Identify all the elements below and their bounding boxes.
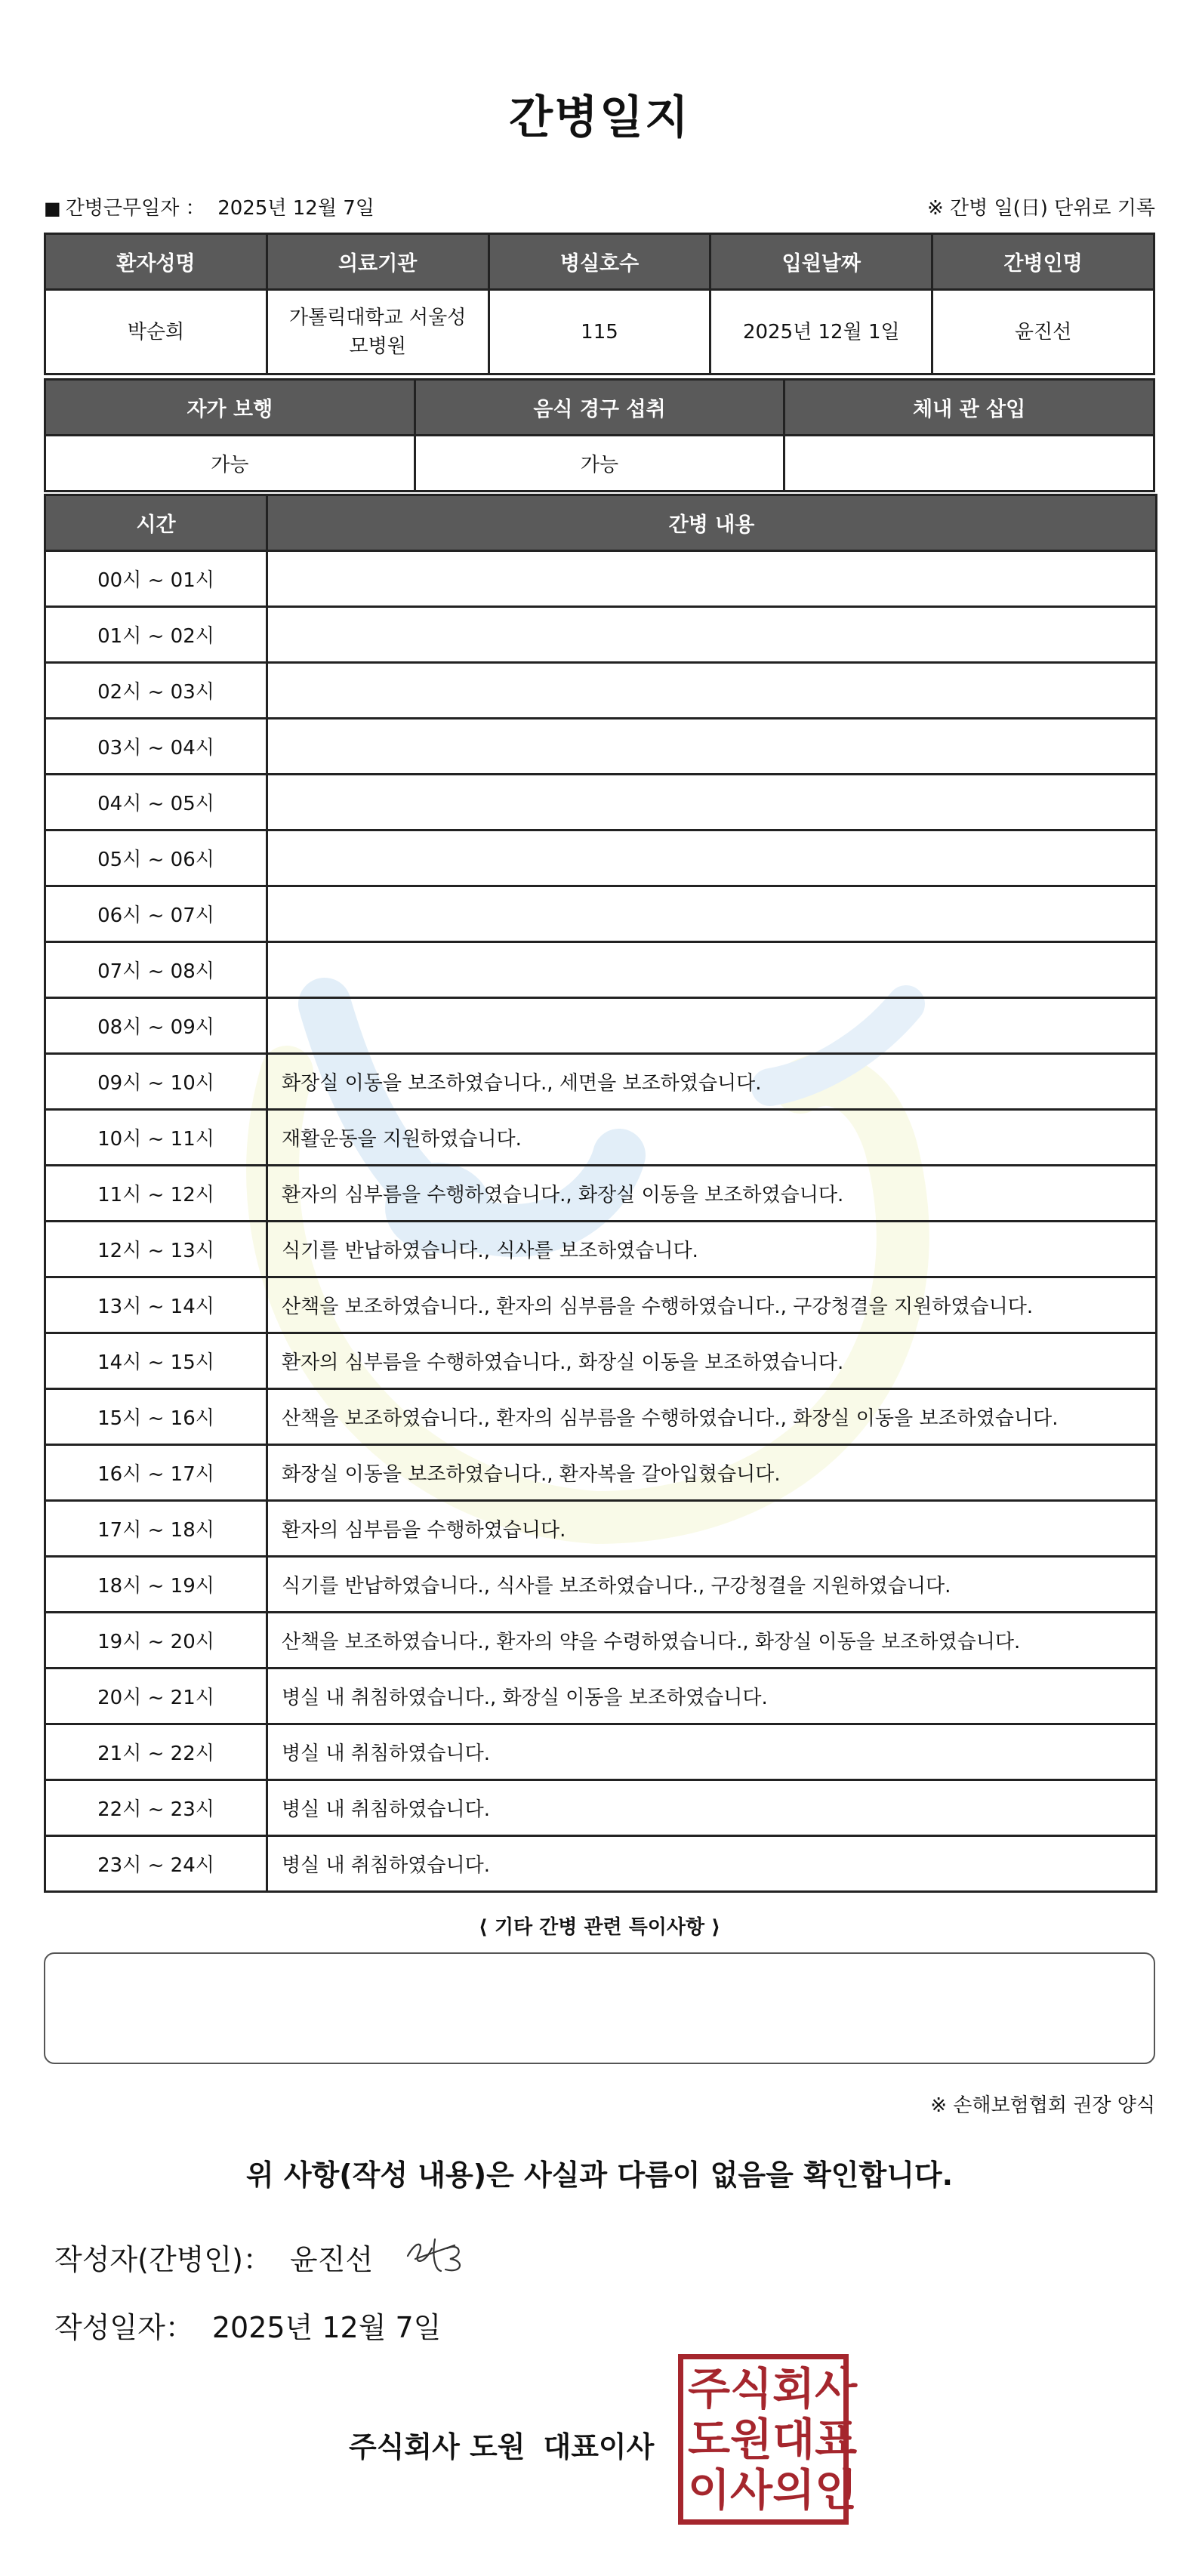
care-content: 화장실 이동을 보조하였습니다., 환자복을 갈아입혔습니다. [267,1445,1157,1501]
work-date-line [44,193,374,220]
header-care-content: 간병 내용 [267,495,1157,551]
company-role: 대표이사 [543,2430,655,2464]
care-time: 12시 ~ 13시 [45,1222,267,1277]
care-row [45,998,1157,1054]
care-content: 산책을 보조하였습니다., 환자의 약을 수령하였습니다., 화장실 이동을 보조하였습니다. [267,1613,1157,1669]
oral-intake-value: 가능 [415,436,784,491]
hourly-care-table [44,494,1157,1893]
care-time: 20시 ~ 21시 [45,1669,267,1724]
care-time: 19시 ~ 20시 [45,1613,267,1669]
care-content [267,607,1157,663]
header-self-walking: 자가 보행 [45,380,415,436]
header-time: 시간 [45,495,267,551]
writer-label: 작성자(간병인)： [54,2243,272,2276]
seal-character: 대 [772,2414,815,2465]
header-tube-insertion: 체내 관 삽입 [784,380,1154,436]
seal-character: 인 [815,2464,858,2516]
care-time: 09시 ~ 10시 [45,1054,267,1110]
care-content [267,663,1157,719]
care-time: 14시 ~ 15시 [45,1333,267,1389]
header-admission-date: 입원날짜 [710,234,932,290]
care-content: 재활운동을 지원하였습니다. [267,1110,1157,1166]
care-row [45,1780,1157,1836]
admission-date: 2025년 12월 1일 [710,290,932,374]
care-time: 23시 ~ 24시 [45,1836,267,1892]
care-table-body [45,551,1157,1892]
seal-character: 표 [815,2414,858,2465]
seal-character: 주 [688,2363,731,2414]
notes-label: ⟨ 기타 간병 관련 특이사항 ⟩ [478,1916,721,1939]
care-row [45,719,1157,775]
care-content: 병실 내 취침하였습니다. [267,1724,1157,1780]
care-row [45,1501,1157,1557]
care-row [45,775,1157,830]
institution-value: 가톨릭대학교 서울성모병원 [289,306,467,358]
care-content: 식기를 반납하였습니다., 식사를 보조하였습니다., 구강청결을 지원하였습니다. [267,1557,1157,1613]
care-row [45,1389,1157,1445]
seal-character: 의 [772,2464,815,2516]
care-row [45,1724,1157,1780]
care-time: 22시 ~ 23시 [45,1780,267,1836]
seal-character: 이 [688,2464,731,2516]
seal-row [688,2363,858,2414]
care-time: 16시 ~ 17시 [45,1445,267,1501]
seal-row [688,2414,858,2465]
header-caregiver-name: 간병인명 [932,234,1154,290]
care-time: 01시 ~ 02시 [45,607,267,663]
care-time: 21시 ~ 22시 [45,1724,267,1780]
care-content [267,886,1157,942]
care-time: 11시 ~ 12시 [45,1166,267,1222]
care-time: 04시 ~ 05시 [45,775,267,830]
writer-name: 윤진선 [289,2243,374,2276]
care-row [45,1613,1157,1669]
daily-record-note: ※ 간병 일(日) 단위로 기록 [926,197,1155,220]
self-walking-value: 가능 [45,436,415,491]
care-row [45,1836,1157,1892]
care-content: 환자의 심부름을 수행하였습니다., 화장실 이동을 보조하였습니다. [267,1166,1157,1222]
care-row [45,1333,1157,1389]
care-content [267,775,1157,830]
care-row [45,1669,1157,1724]
care-content: 산책을 보조하였습니다., 환자의 심부름을 수행하였습니다., 구강청결을 지원하였습니다. [267,1277,1157,1333]
care-row [45,1277,1157,1333]
square-bullet-icon: ■ [44,198,61,219]
written-date-value: 2025년 12월 7일 [211,2311,442,2344]
care-content [267,551,1157,607]
tube-insertion-value [784,436,1154,491]
care-time: 05시 ~ 06시 [45,830,267,886]
patient-info-table [44,233,1155,375]
care-content: 식기를 반납하였습니다., 식사를 보조하였습니다. [267,1222,1157,1277]
writer-line [54,2236,373,2278]
institution [267,290,489,374]
care-row [45,1054,1157,1110]
work-date-value: 2025년 12월 7일 [217,197,374,220]
care-row [45,1222,1157,1277]
seal-character: 사 [730,2464,773,2516]
care-content: 병실 내 취침하였습니다. [267,1780,1157,1836]
care-time: 10시 ~ 11시 [45,1110,267,1166]
care-time: 18시 ~ 19시 [45,1557,267,1613]
work-date-label: 간병근무일자 ： [65,197,205,220]
care-row [45,942,1157,998]
company-seal-stamp [678,2354,858,2525]
seal-character: 사 [815,2363,858,2414]
care-row [45,1445,1157,1501]
care-time: 17시 ~ 18시 [45,1501,267,1557]
care-time: 00시 ~ 01시 [45,551,267,607]
room-number: 115 [489,290,710,374]
written-date-label: 작성일자： [54,2311,194,2344]
header-institution: 의료기관 [267,234,489,290]
seal-character: 원 [730,2414,773,2465]
patient-name: 박순희 [45,290,267,374]
care-row [45,886,1157,942]
care-content: 산책을 보조하였습니다., 환자의 심부름을 수행하였습니다., 화장실 이동을 보조하였습니다. [267,1389,1157,1445]
company-name: 주식회사 도원 [349,2430,526,2464]
care-content: 환자의 심부름을 수행하였습니다., 화장실 이동을 보조하였습니다. [267,1333,1157,1389]
care-time: 03시 ~ 04시 [45,719,267,775]
caregiver-name: 윤진선 [932,290,1154,374]
handwritten-signature [402,2226,470,2279]
care-row [45,663,1157,719]
care-time: 02시 ~ 03시 [45,663,267,719]
document-title: 간병일지 [509,91,690,144]
header-patient-name: 환자성명 [45,234,267,290]
confirmation-statement: 위 사항(작성 내용)은 사실과 다름이 없음을 확인합니다. [245,2158,954,2192]
care-row [45,607,1157,663]
care-row [45,1557,1157,1613]
care-content [267,998,1157,1054]
care-content [267,719,1157,775]
care-content: 병실 내 취침하였습니다. [267,1836,1157,1892]
care-content: 화장실 이동을 보조하였습니다., 세면을 보조하였습니다. [267,1054,1157,1110]
seal-character: 식 [730,2363,773,2414]
written-date-line [54,2304,441,2346]
company-signature-line [349,2423,654,2465]
care-content: 환자의 심부름을 수행하였습니다. [267,1501,1157,1557]
form-source-note: ※ 손해보험협회 권장 양식 [930,2094,1155,2117]
header-room-number: 병실호수 [489,234,710,290]
patient-status-table [44,378,1155,492]
care-content [267,830,1157,886]
care-time: 06시 ~ 07시 [45,886,267,942]
notes-box [44,1952,1155,2064]
care-time: 07시 ~ 08시 [45,942,267,998]
care-content [267,942,1157,998]
care-time: 15시 ~ 16시 [45,1389,267,1445]
seal-character: 회 [772,2363,815,2414]
seal-row [688,2464,858,2516]
seal-character: 도 [688,2414,731,2465]
care-content: 병실 내 취침하였습니다., 화장실 이동을 보조하였습니다. [267,1669,1157,1724]
care-row [45,1110,1157,1166]
header-oral-intake: 음식 경구 섭취 [415,380,784,436]
care-time: 13시 ~ 14시 [45,1277,267,1333]
care-row [45,551,1157,607]
care-time: 08시 ~ 09시 [45,998,267,1054]
care-row [45,1166,1157,1222]
care-row [45,830,1157,886]
